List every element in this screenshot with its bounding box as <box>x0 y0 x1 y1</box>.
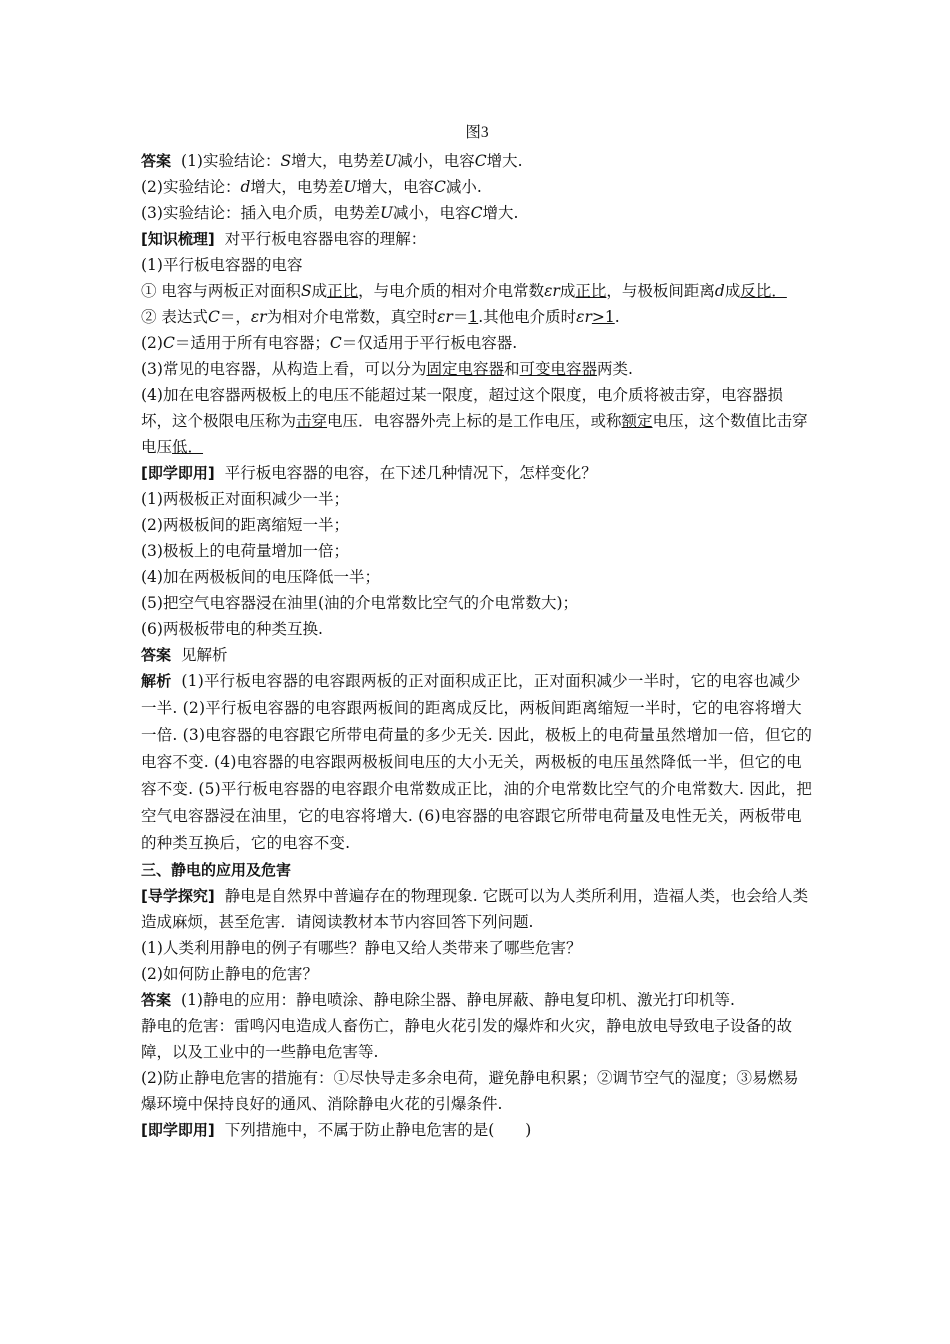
knowledge-c4 <box>141 356 813 382</box>
explore-tag: [导学探究] <box>141 887 215 905</box>
text: 下列措施中，不属于防止静电危害的是( ) <box>224 1121 532 1139</box>
text: ② 表达式 <box>141 308 208 326</box>
fill-blank: >1 <box>591 308 615 326</box>
practice1-item: (2)两极板间的距离缩短一半； <box>141 516 349 534</box>
symbol: C <box>162 334 175 352</box>
figure-caption: 图3 <box>465 124 489 141</box>
symbol: U <box>384 152 398 170</box>
practice-tag: [即学即用] <box>141 464 215 482</box>
text: ，与电介质的相对介电常数 <box>358 282 545 300</box>
knowledge-h1: (1)平行板电容器的电容 <box>141 256 303 274</box>
analysis-label: 解析 <box>141 672 172 690</box>
text: ① 电容与两板正对面积 <box>141 282 301 300</box>
fill-blank: 固定电容器 <box>426 360 504 378</box>
symbol: C <box>474 152 487 170</box>
symbol: C <box>207 308 220 326</box>
practice1-item: (1)两极板正对面积减少一半； <box>141 490 349 508</box>
practice1-item: (3)极板上的电荷量增加一倍； <box>141 542 349 560</box>
text: ＝仅适用于平行板电容器. <box>341 334 518 352</box>
text: (1)静电的应用：静电喷涂、静电除尘器、静电屏蔽、静电复印机、激光打印机等. <box>181 991 735 1009</box>
knowledge-tag: [知识梳理] <box>141 230 215 248</box>
section3-practice <box>141 1117 813 1143</box>
section3-heading <box>141 857 813 883</box>
text: 减小，电容 <box>393 204 471 222</box>
fill-blank: 正比 <box>575 282 607 300</box>
knowledge-c1 <box>141 278 813 304</box>
text: 电压，这个数值比击穿电压 <box>141 412 808 456</box>
symbol: εr <box>544 282 560 300</box>
section3-a2: 静电的危害：雷鸣闪电造成人畜伤亡，静电火花引发的爆炸和火灾，静电放电导致电子设备的故障，以及工业中的一些静电危害等. <box>141 1017 793 1061</box>
text: 对平行板电容器电容的理解： <box>224 230 427 248</box>
knowledge-heading <box>141 226 813 252</box>
section3-a1 <box>141 987 813 1013</box>
text: ＝， <box>219 308 251 326</box>
text: (3)常见的电容器，从构造上看，可以分为 <box>141 360 427 378</box>
text: 平行板电容器的电容，在下述几种情况下，怎样变化？ <box>224 464 597 482</box>
answer-label: 答案 <box>141 152 172 170</box>
symbol: S <box>280 152 292 170</box>
text: 减小，电容 <box>397 152 475 170</box>
text: (1)实验结论： <box>181 152 281 170</box>
symbol: S <box>300 282 312 300</box>
practice1-heading <box>141 460 813 486</box>
practice1-item: (6)两极板带电的种类互换. <box>141 620 323 638</box>
symbol: d <box>714 282 725 300</box>
answer-line-3 <box>141 200 813 226</box>
symbol: C <box>434 178 446 196</box>
section3-intro <box>141 883 813 935</box>
section3-q1: (1)人类利用静电的例子有哪些？静电又给人类带来了哪些危害？ <box>141 939 582 957</box>
text: (3)实验结论：插入电介质，电势差 <box>141 204 380 222</box>
symbol: εr <box>576 308 592 326</box>
text: 增大，电势差 <box>250 178 344 196</box>
answer-line-2 <box>141 174 813 200</box>
text: 静电是自然界中普遍存在的物理现象. 它既可以为人类所利用，造福人类，也会给人类造成麻烦，甚至危害．请阅读教材本节内容回答下列问题. <box>141 887 809 931</box>
fill-blank: 击穿 <box>296 412 328 430</box>
practice1-item: (4)加在两极板间的电压降低一半； <box>141 568 380 586</box>
section3-q2: (2)如何防止静电的危害？ <box>141 965 318 983</box>
knowledge-c5 <box>141 382 813 460</box>
text: ，与极板间距离 <box>606 282 715 300</box>
symbol: U <box>379 204 394 222</box>
text: 增大，电势差 <box>291 152 385 170</box>
text: 见解析 <box>181 646 228 664</box>
fill-blank: 额定 <box>621 412 653 430</box>
text: ＝适用于所有电容器； <box>174 334 330 352</box>
fill-blank: 可变电容器 <box>519 360 598 378</box>
text: 成 <box>724 282 741 300</box>
text: 增大，电容 <box>356 178 435 196</box>
fill-blank: 1 <box>468 308 479 326</box>
text: .其他电介质时 <box>478 308 577 326</box>
knowledge-c3 <box>141 330 813 356</box>
text: (2) <box>141 334 163 352</box>
text: 增大. <box>486 152 523 170</box>
answer-label: 答案 <box>141 991 172 1009</box>
text: 为相对介电常数，真空时 <box>266 308 438 326</box>
section3-a3: (2)防止静电危害的措施有：①尽快导走多余电荷，避免静电积累；②调节空气的湿度；③易燃易爆环境中保持良好的通风、消除静电火花的引爆条件. <box>141 1069 799 1113</box>
fill-blank: 低． <box>172 438 204 456</box>
text: 成 <box>559 282 576 300</box>
fill-blank: 反比． <box>740 282 787 300</box>
text: 成 <box>311 282 328 300</box>
text: (4)加在电容器两极板上的电压不能超过某一限度，超过这个限度，电介质将被击穿，电容器损坏，这个极限电压称为 <box>141 386 783 430</box>
answer-label: 答案 <box>141 646 172 664</box>
text: 电压．电容器外壳上标的是工作电压，或称 <box>327 412 622 430</box>
answer-line-1 <box>141 148 813 174</box>
symbol: d <box>240 178 251 196</box>
symbol: C <box>470 204 483 222</box>
text: 和 <box>503 360 520 378</box>
text: 两类. <box>597 360 633 378</box>
practice-tag: [即学即用] <box>141 1121 215 1139</box>
symbol: εr <box>250 308 267 326</box>
document-page <box>141 120 813 1143</box>
text: (2)实验结论： <box>141 178 241 196</box>
text: 增大. <box>482 204 519 222</box>
section-title: 三、静电的应用及危害 <box>141 861 292 879</box>
symbol: C <box>329 334 342 352</box>
text: 减小. <box>445 178 482 196</box>
practice1-answer <box>141 642 813 668</box>
practice1-item: (5)把空气电容器浸在油里(油的介电常数比空气的介电常数大)； <box>141 594 579 612</box>
analysis-text: (1)平行板电容器的电容跟两板的正对面积成正比，正对面积减少一半时，它的电容也减少一半. (2)平行板电容器的电容跟两板间的距离成反比，两板间距离缩短一半时，它的电容将增大一倍. (3)电容器的电容跟它所带电荷量的多少无关. 因此，极板上的电荷量虽然增加一倍，但它的电容不变. (4)电容器的电容跟两极板间电压的大小无关，两极板的电压虽然降低一半，但它的电容不变. (5)平行板电容器的电容跟介电常数成正比，油的介电常数比空气的介电常数大. 因此，把空气电容器浸在油里，它的电容将增大. (6)电容器的电容跟它所带电荷量及电性无关，两板带电的种类互换后，它的电容不变. <box>141 672 813 852</box>
knowledge-c2 <box>141 304 813 330</box>
text: . <box>614 308 620 326</box>
text: ＝ <box>452 308 469 326</box>
symbol: U <box>343 178 357 196</box>
fill-blank: 正比 <box>327 282 359 300</box>
practice1-analysis <box>141 668 813 857</box>
symbol: εr <box>437 308 453 326</box>
